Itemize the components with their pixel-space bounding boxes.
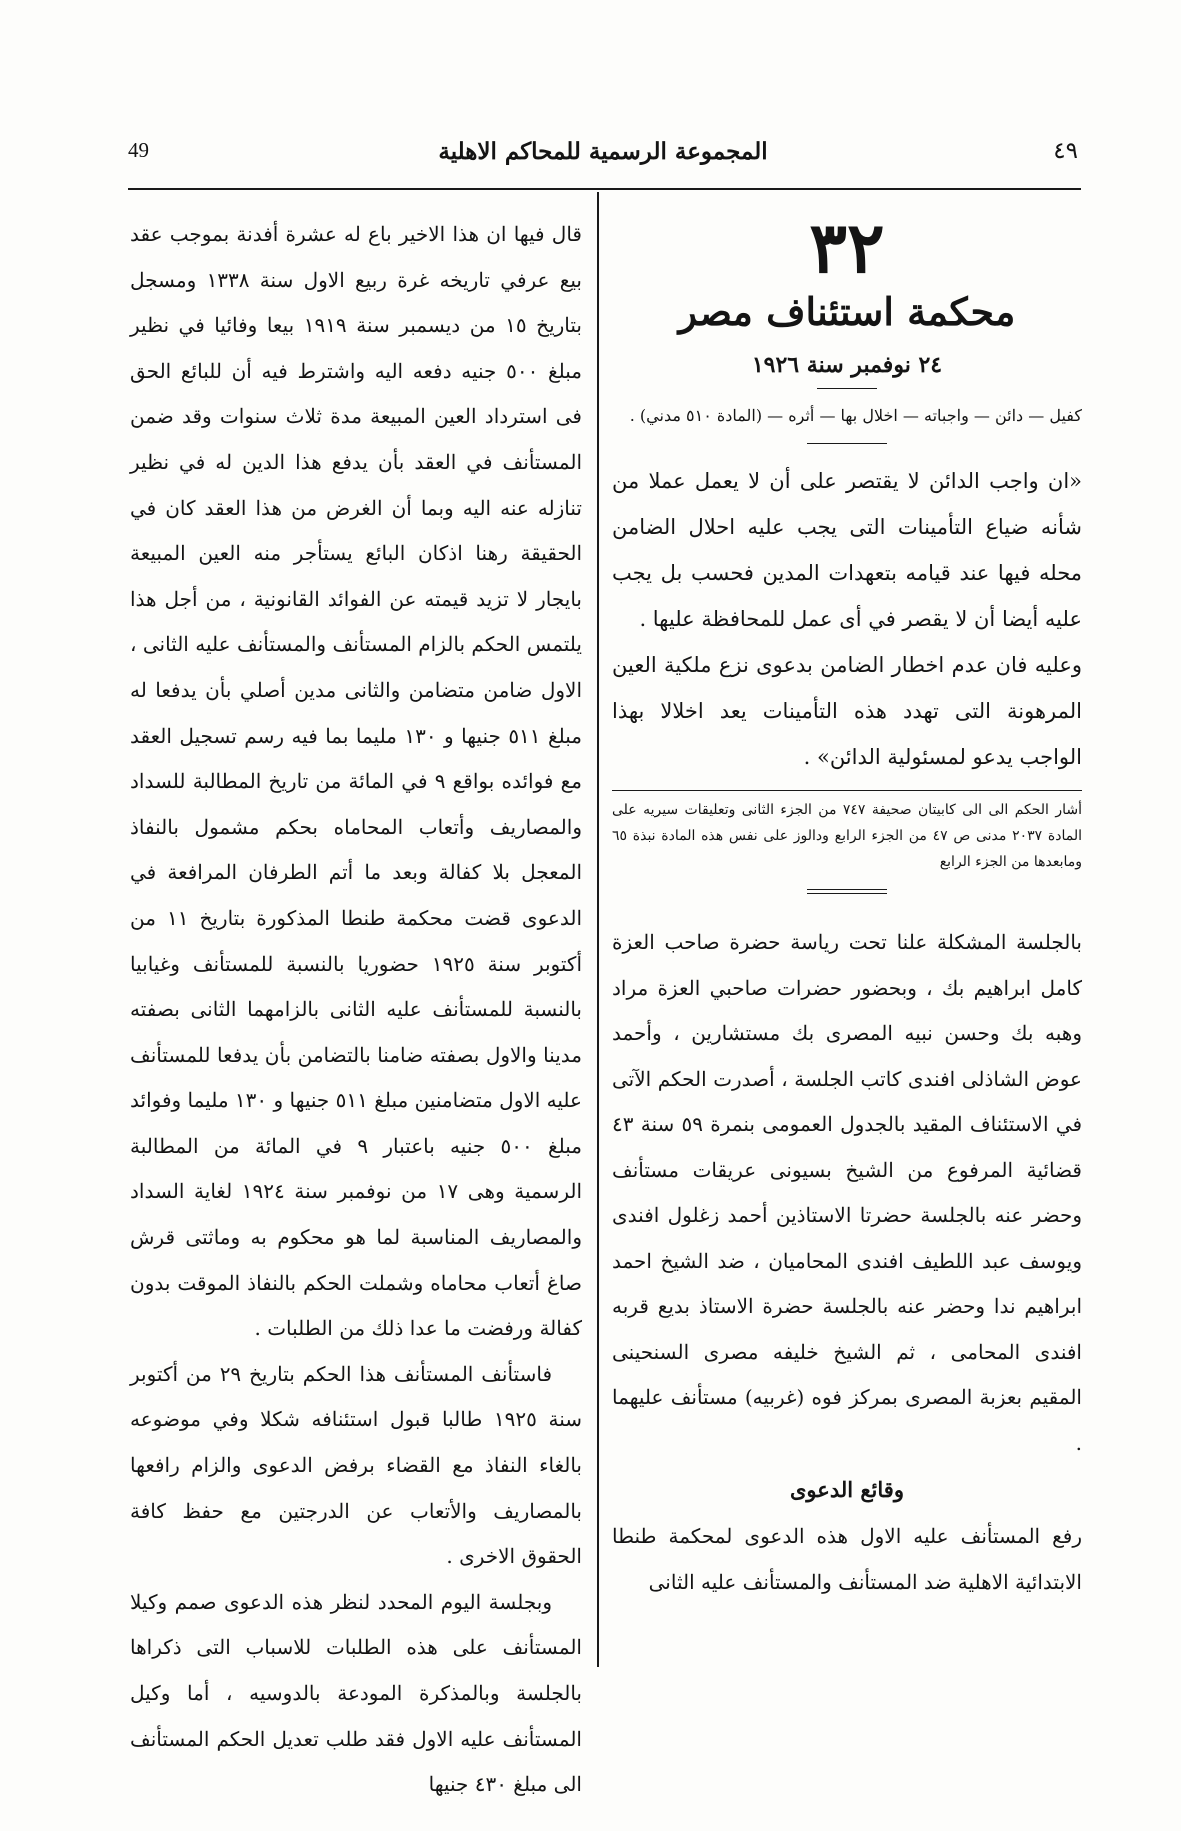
header-rule: [128, 188, 1081, 190]
column-divider: [597, 192, 599, 1667]
facts-paragraph-continued: قال فيها ان هذا الاخير باع له عشرة أفدنة بموجب عقد بيع عرفي تاريخه غرة ربيع الاول سنة ١٣٣٨ ومسجل بتاريخ ١٥ من ديسمبر سنة ١٩١٩ بيعا وفائيا في نظير مبلغ ٥٠٠ جنيه دفعه اليه واشترط فيه أن للبائع الحق فى استرداد العين المبيعة مدة ثلاث سنوات وقد ضمن المستأنف في العقد بأن يدفع هذا الدين له في نظير تنازله عنه اليه وبما أن الغرض من هذا العقد كان في الحقيقة رهنا اذكان البائع يستأجر منه العين المبيعة بايجار لا تزيد قيمته عن الفوائد القانونية ، من أجل هذا يلتمس الحكم بالزام المستأنف والمستأنف عليه الثانى ، الاول ضامن متضامن والثانى مدين أصلي بأن يدفعا له مبلغ ٥١١ جنيها و ١٣٠ مليما بما فيه رسم تسجيل العقد مع فوائده بواقع ٩ في المائة من تاريخ المطالبة للسداد والمصاريف وأتعاب المحاماه بحكم مشمول بالنفاذ المعجل بلا كفالة وبعد ما أتم الطرفان المرافعة في الدعوى قضت محكمة طنطا المذكورة بتاريخ ١١ من أكتوبر سنة ١٩٢٥ حضوريا بالنسبة للمستأنف وغيابيا بالنسبة للمستأنف عليه الثانى بالزامهما الثانى بصفته مدينا والاول بصفته ضامنا بالتضامن بأن يدفعا للمستأنف عليه الاول متضامنين مبلغ ٥١١ جنيها و ١٣٠ مليما وفوائد مبلغ ٥٠٠ جنيه باعتبار ٩ في المائة من المطالبة الرسمية وهى ١٧ من نوفمبر سنة ١٩٢٤ لغاية السداد والمصاريف المناسبة لما هو محكوم به وماثتى قرش صاغ أتعاب محاماه وشملت الحكم بالنفاذ الموقت بدون كفالة ورفضت ما عدا ذلك من الطلبات .: [130, 222, 583, 1341]
case-keywords: كفيل — دائن — واجباته — اخلال بها — أثره — (المادة ٥١٠ مدني) .: [629, 406, 1082, 425]
page-header: [128, 138, 1078, 178]
facts-heading: وقائع الدعوى: [790, 1477, 904, 1502]
appeal-paragraph: فاستأنف المستأنف هذا الحكم بتاريخ ٢٩ من أكتوبر سنة ١٩٢٥ طالبا قبول استئنافه شكلا وفي موضوعه بالغاء النفاذ مع القضاء برفض الدعوى والزام رافعها بالمصاريف والأتعاب عن الدرجتين مع حفظ كافة الحقوق الاخرى .: [130, 1361, 583, 1569]
session-paragraph: بالجلسة المشكلة علنا تحت رياسة حضرة صاحب العزة كامل ابراهيم بك ، وبحضور حضرات صاحبي العزة مراد وهبه بك وحسن نبيه المصرى بك مستشارين ، وأحمد عوض الشاذلى افندى كاتب الجلسة ، أصدرت الحكم الآتى في الاستئناف المقيد بالجدول العمومى بنمرة ٥٩ سنة ٤٣ قضائية المرفوع من الشيخ بسيونى عريقات مستأنف وحضر عنه بالجلسة حضرتا الاستاذين أحمد زغلول افندى ويوسف عبد اللطيف افندى المحاميان ، ضد الشيخ احمد ابراهيم ندا وحضر عنه بالجلسة حضرة الاستاذ بديع قربه افندى المحامى ، ثم الشيخ خليفه مصرى السنحينى المقيم بعزبة المصرى بمركز فوه (غربيه) مستأنف عليهما .: [612, 930, 1082, 1455]
divider: [807, 443, 887, 444]
hearing-paragraph: وبجلسة اليوم المحدد لنظر هذه الدعوى صمم وكيلا المستأنف على هذه الطلبات للاسباب التى ذكراها بالجلسة وبالمذكرة المودعة بالدوسيه ، أما وكيل المستأنف عليه الاول فقد طلب تعديل الحكم المستأنف الى مبلغ ٤٣٠ جنيها: [130, 1589, 582, 1797]
facts-paragraph: رفع المستأنف عليه الاول هذه الدعوى لمحكمة طنطا الابتدائية الاهلية ضد المستأنف والمستأنف عليه الثانى: [612, 1524, 1082, 1594]
page-number-arabic: ٤٩: [1053, 138, 1078, 164]
double-divider: [807, 889, 887, 894]
right-column: [612, 206, 1082, 1605]
publication-title: المجموعة الرسمية للمحاكم الاهلية: [438, 138, 768, 165]
divider: [817, 388, 877, 389]
legal-principle: «ان واجب الدائن لا يقتصر على أن لا يعمل عملا من شأنه ضياع التأمينات التى يجب عليه احلال الضامن محله فيها عند قيامه بتعهدات المدين فحسب بل يجب عليه أيضا أن لا يقصر في أى عمل للمحافظة عليها . وعليه فان عدم اخطار الضامن بدعوى نزع ملكية العين المرهونة التى تهدد هذه التأمينات يعد اخلالا بهذا الواجب يدعو لمسئولية الدائن» .: [612, 469, 1082, 769]
court-name: محكمة استئناف مصر: [678, 289, 1016, 334]
footnote-rule: [612, 790, 1082, 791]
case-date: ٢٤ نوفمبر سنة ١٩٢٦: [751, 352, 943, 378]
footnote: أشار الحكم الى الى كابيتان صحيفة ٧٤٧ من الجزء الثانى وتعليقات سيريه على المادة ٢٠٣٧ مدنى ص ٤٧ من الجزء الرابع ودالوز على نفس هذه المادة نبذة ٦٥ ومابعدها من الجزء الرابع: [612, 802, 1082, 870]
case-number: ٣٢: [809, 206, 885, 289]
left-column: [130, 212, 582, 1808]
page-number-latin: 49: [128, 138, 149, 162]
